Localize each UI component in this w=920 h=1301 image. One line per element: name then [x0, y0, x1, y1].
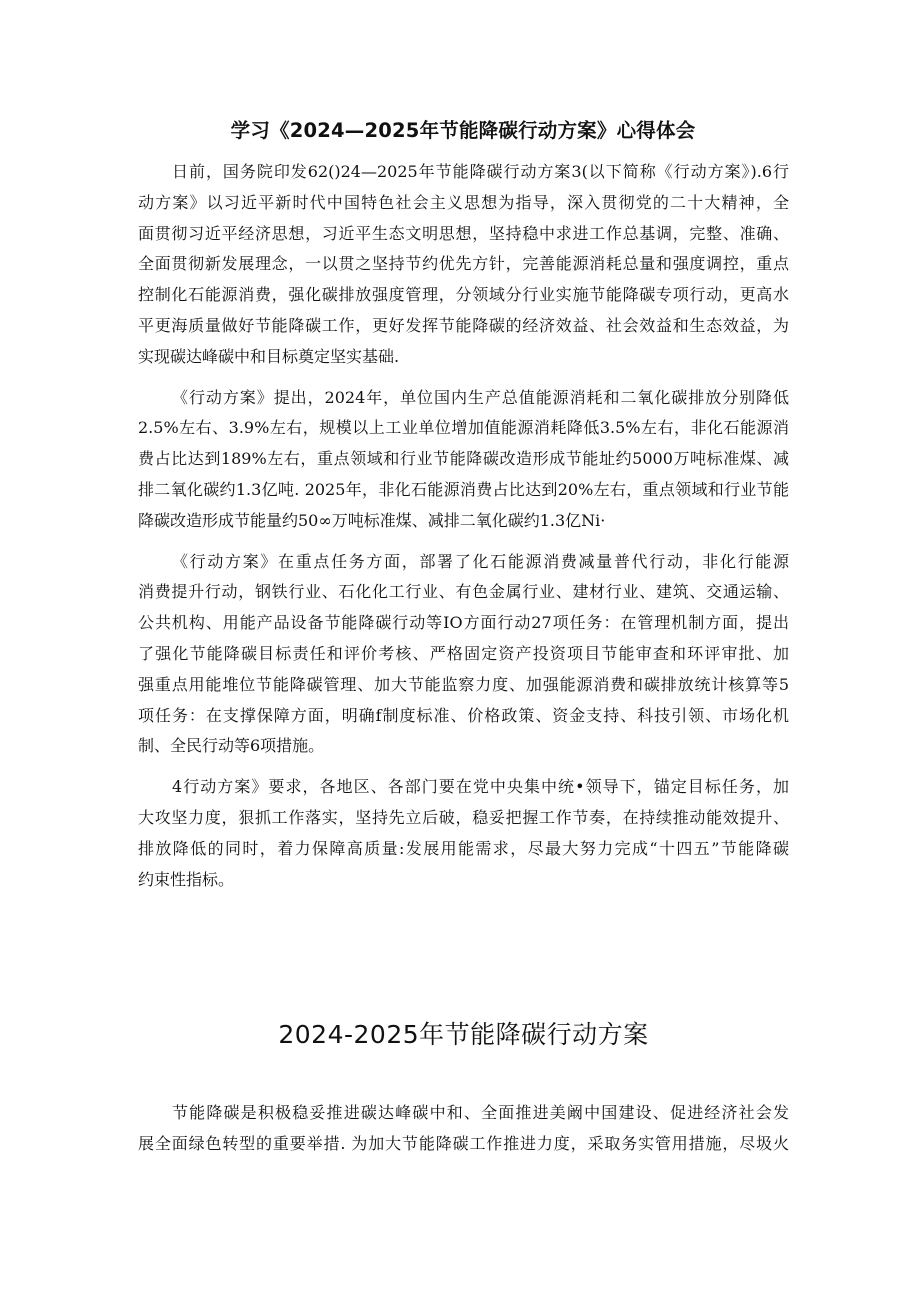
document-title: 学习《2024—2025年节能降碳行动方案》心得体会 — [230, 119, 696, 142]
text-line: 日前，国务院印发62()24—2025年节能降碳行动方案3(以下简称《行动方案》).6行 — [172, 162, 789, 181]
text-line: 排二氧化碳约1.3亿吨. 2025年，非化石能源消费占比达到20%左右，重点领域和行业节能 — [138, 479, 789, 499]
plan-title: 2024-2025年节能降碳行动方案 — [278, 1020, 649, 1049]
text-line: 强重点用能堆位节能降碳管理、加大节能监察力度、加强能源消费和碳排放统计核算等5 — [138, 674, 789, 694]
text-line: 《行动方案》在重点任务方面，部署了化石能源消费减量普代行动，非化行能源 — [172, 551, 789, 571]
reflection-body — [138, 157, 789, 895]
text-line: 制、全民行动等6项措施。 — [138, 736, 325, 756]
text-line: 实现碳达峰碳中和目标奠定坚实基础. — [138, 346, 400, 366]
text-line: 控制化石能源消费，强化碳排放强度管理，分领域分行业实施节能降碳专项行动，更高水 — [138, 285, 789, 305]
text-line: 约束性指标。 — [138, 869, 235, 889]
paragraph-1 — [138, 157, 789, 373]
text-line: 公共机构、用能产品设备节能降碳行动等IO方面行动27项任务：在管理机制方面，提出 — [138, 613, 789, 633]
paragraph-2 — [138, 383, 789, 537]
plan-body — [138, 1098, 789, 1160]
text-line: 项任务：在支撑保障方面，明确f制度标准、价格政策、资金支持、科技引领、市场化机 — [138, 705, 789, 725]
text-line: 了强化节能降碳目标责任和评价考核、严格固定资产投资项目节能审查和环评审批、加 — [138, 643, 789, 663]
text-line: 4行动方案》要求，各地区、各部门要在党中央集中统•领导下，锚定目标任务，加 — [172, 777, 789, 797]
text-line: 排放降低的同时，着力保障高质量:发展用能需求，尽最大努力完成“十四五”节能降碳 — [138, 838, 789, 858]
plan-paragraph-1 — [138, 1098, 789, 1160]
text-line: 《行动方案》提出，2024年，单位国内生产总值能源消耗和二氧化碳排放分别降低 — [172, 387, 789, 407]
text-line: 降碳改造形成节能量约50∞万吨标准煤、减排二氧化碳约1.3亿Ni· — [138, 510, 606, 530]
text-line: 2.5%左右、3.9%左右，规模以上工业单位增加值能源消耗降低3.5%左右，非化石能源消 — [138, 418, 789, 438]
text-line: 费占比达到189%左右，重点领域和行业节能降碳改造形成节能址约5000万吨标准煤、减 — [138, 449, 789, 469]
text-line: 消费提升行动，钢铁行业、石化化工行业、有色金属行业、建材行业、建筑、交通运输、 — [138, 582, 789, 602]
text-line: 动方案》以习近平新时代中国特色社会主义思想为指导，深入贯彻党的二十大精神，全 — [138, 192, 789, 212]
paragraph-3 — [138, 547, 789, 763]
text-line: 平更海质量做好节能降碳工作，更好发挥节能降碳的经济效益、社会效益和生态效益，为 — [138, 315, 789, 335]
text-line: 节能降碳是积极稳妥推进碳达峰碳中和、全面推进美阚中国建设、促进经济社会发 — [172, 1103, 789, 1122]
text-line: 大攻坚力度，狠抓工作落实，坚持先立后破，稳妥把握工作节奏，在持续推动能效提升、 — [138, 807, 789, 827]
text-line: 展全面绿色转型的重要举措. 为加大节能降碳工作推进力度，采取务实管用措施，尽圾火 — [138, 1133, 789, 1153]
text-line: 面贯彻习近平经济思想，习近平生态文明思想，坚持稳中求进工作总基调，完整、准确、 — [138, 223, 789, 243]
text-line: 全面贯彻新发展理念，一以贯之坚持节约优先方针，完善能源消耗总量和强度调控，重点 — [138, 254, 789, 274]
paragraph-4 — [138, 772, 789, 895]
